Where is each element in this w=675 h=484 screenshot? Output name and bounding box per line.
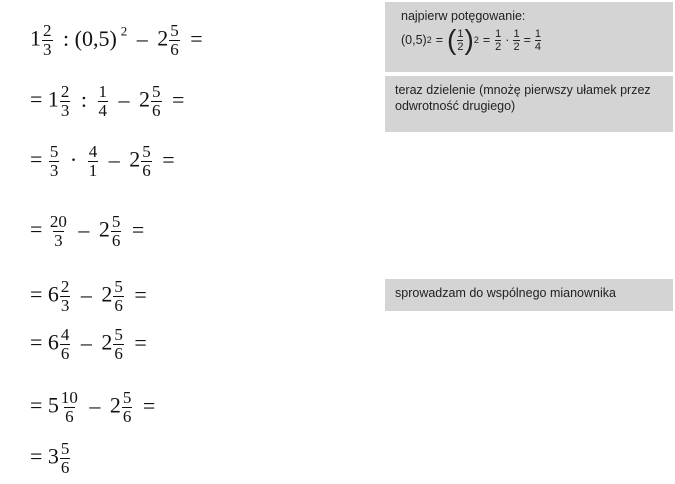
fraction-b — [113, 326, 124, 363]
equals-sign: = — [190, 25, 203, 51]
paren-close-icon: ) — [464, 24, 474, 55]
minus-sign: – — [118, 86, 130, 112]
denominator: 6 — [60, 458, 70, 477]
whole-b: 2 — [101, 329, 113, 355]
numerator: 5 — [142, 142, 151, 161]
denominator: 3 — [54, 231, 63, 250]
fraction-b — [141, 143, 152, 180]
minus-sign: – — [108, 146, 120, 172]
whole-a: 5 — [47, 392, 59, 418]
numerator: 5 — [60, 439, 70, 458]
exponent: 2 — [120, 23, 128, 39]
minus-sign: – — [89, 392, 101, 418]
numerator: 5 — [170, 21, 179, 40]
equals-sign: = — [30, 146, 43, 172]
numerator: 5 — [114, 277, 123, 296]
denominator: 3 — [43, 40, 52, 59]
fraction-a — [60, 278, 71, 315]
fraction-a — [42, 22, 53, 59]
note-exponentiation — [385, 2, 673, 72]
step-8-result — [30, 440, 71, 477]
denominator: 6 — [170, 40, 179, 59]
equals-sign: = — [131, 216, 145, 242]
half-fraction — [513, 28, 519, 53]
fraction-a — [60, 326, 71, 363]
denominator: 3 — [60, 101, 70, 120]
minus-sign: – — [78, 216, 90, 242]
numerator: 5 — [122, 388, 132, 407]
equals-sign: = — [435, 33, 444, 47]
denominator: 3 — [60, 296, 70, 315]
denominator: 6 — [65, 407, 74, 426]
denominator: 6 — [114, 296, 123, 315]
equals-sign: = — [30, 392, 43, 418]
denominator: 4 — [98, 101, 108, 120]
note-division — [385, 76, 673, 132]
equals-sign: = — [30, 443, 43, 469]
numerator: 4 — [88, 142, 98, 161]
step-5 — [30, 278, 151, 315]
paren-open-icon: ( — [447, 24, 457, 55]
colon-sign: : — [80, 86, 88, 112]
denominator: 2 — [495, 40, 502, 53]
denominator: 6 — [122, 407, 132, 426]
fraction-a — [60, 83, 71, 120]
step-3 — [30, 143, 179, 180]
denominator: 2 — [513, 40, 520, 53]
fraction-b — [169, 22, 180, 59]
note-text: teraz dzielenie (mnożę pierwszy ułamek przez odwrotność drugiego) — [395, 83, 651, 113]
whole-a: 6 — [47, 281, 59, 307]
numerator: 1 — [534, 27, 541, 40]
note-title: najpierw potęgowanie: — [401, 9, 526, 23]
whole-b: 2 — [157, 25, 169, 51]
power-term: : (0,5) — [63, 25, 117, 51]
equals-sign: = — [134, 281, 147, 307]
equals-sign: = — [482, 33, 491, 47]
whole-a: 1 — [30, 25, 41, 51]
numerator: 1 — [513, 27, 520, 40]
whole-b: 2 — [129, 146, 141, 172]
result-fraction — [535, 28, 541, 53]
step-4 — [30, 213, 148, 250]
numerator: 5 — [111, 212, 121, 231]
equals-sign: = — [523, 33, 531, 47]
denominator: 4 — [534, 40, 541, 53]
equals-sign: = — [162, 146, 175, 172]
numerator: 10 — [60, 388, 78, 407]
denominator: 2 — [457, 40, 464, 53]
denominator: 3 — [49, 161, 59, 180]
numerator: 1 — [98, 82, 108, 101]
denominator: 1 — [88, 161, 98, 180]
whole-b: 2 — [98, 216, 110, 242]
fraction-c — [98, 83, 109, 120]
exponent: 2 — [473, 35, 479, 45]
step-6 — [30, 326, 151, 363]
fraction-b — [122, 389, 133, 426]
fraction-b — [113, 278, 124, 315]
whole-a: 6 — [47, 329, 59, 355]
dot-sign: · — [69, 146, 78, 172]
equals-sign: = — [30, 216, 43, 242]
fraction-b — [111, 213, 122, 250]
numerator: 1 — [495, 27, 502, 40]
denominator: 6 — [142, 161, 151, 180]
note-text: sprowadzam do wspólnego mianownika — [395, 286, 616, 300]
whole-a: 3 — [47, 443, 59, 469]
numerator: 5 — [152, 82, 161, 101]
equals-sign: = — [30, 86, 43, 112]
numerator: 5 — [49, 142, 59, 161]
half-fraction — [495, 28, 501, 53]
numerator: 1 — [457, 27, 464, 40]
denominator: 6 — [152, 101, 161, 120]
equals-sign: = — [172, 86, 185, 112]
equals-sign: = — [142, 392, 156, 418]
whole-a: 1 — [47, 86, 59, 112]
minus-sign: – — [80, 329, 92, 355]
numerator: 2 — [60, 277, 70, 296]
whole-b: 2 — [101, 281, 113, 307]
dot-sign: · — [505, 33, 510, 47]
denominator: 6 — [114, 344, 123, 363]
fraction-a — [49, 143, 60, 180]
numerator: 2 — [43, 21, 52, 40]
step-2 — [30, 83, 188, 120]
numerator: 5 — [114, 325, 123, 344]
whole-b: 2 — [139, 86, 151, 112]
fraction-b — [151, 83, 162, 120]
numerator: 4 — [60, 325, 70, 344]
minus-sign: – — [80, 281, 92, 307]
step-1 — [30, 22, 207, 59]
exponent: 2 — [426, 35, 432, 45]
fraction-a — [60, 389, 79, 426]
minus-sign: – — [136, 25, 148, 51]
whole-b: 2 — [109, 392, 121, 418]
numerator: 20 — [49, 212, 67, 231]
equals-sign: = — [30, 329, 43, 355]
note-formula — [395, 26, 663, 54]
note-common-denominator — [385, 279, 673, 311]
denominator: 6 — [60, 344, 70, 363]
fraction-a — [60, 440, 71, 477]
fraction-a — [49, 213, 68, 250]
fraction-c — [88, 143, 99, 180]
half-fraction — [457, 28, 463, 53]
step-7 — [30, 389, 159, 426]
equals-sign: = — [134, 329, 147, 355]
numerator: 2 — [60, 82, 70, 101]
base: (0,5) — [401, 33, 427, 47]
denominator: 6 — [111, 231, 121, 250]
equals-sign: = — [30, 281, 43, 307]
